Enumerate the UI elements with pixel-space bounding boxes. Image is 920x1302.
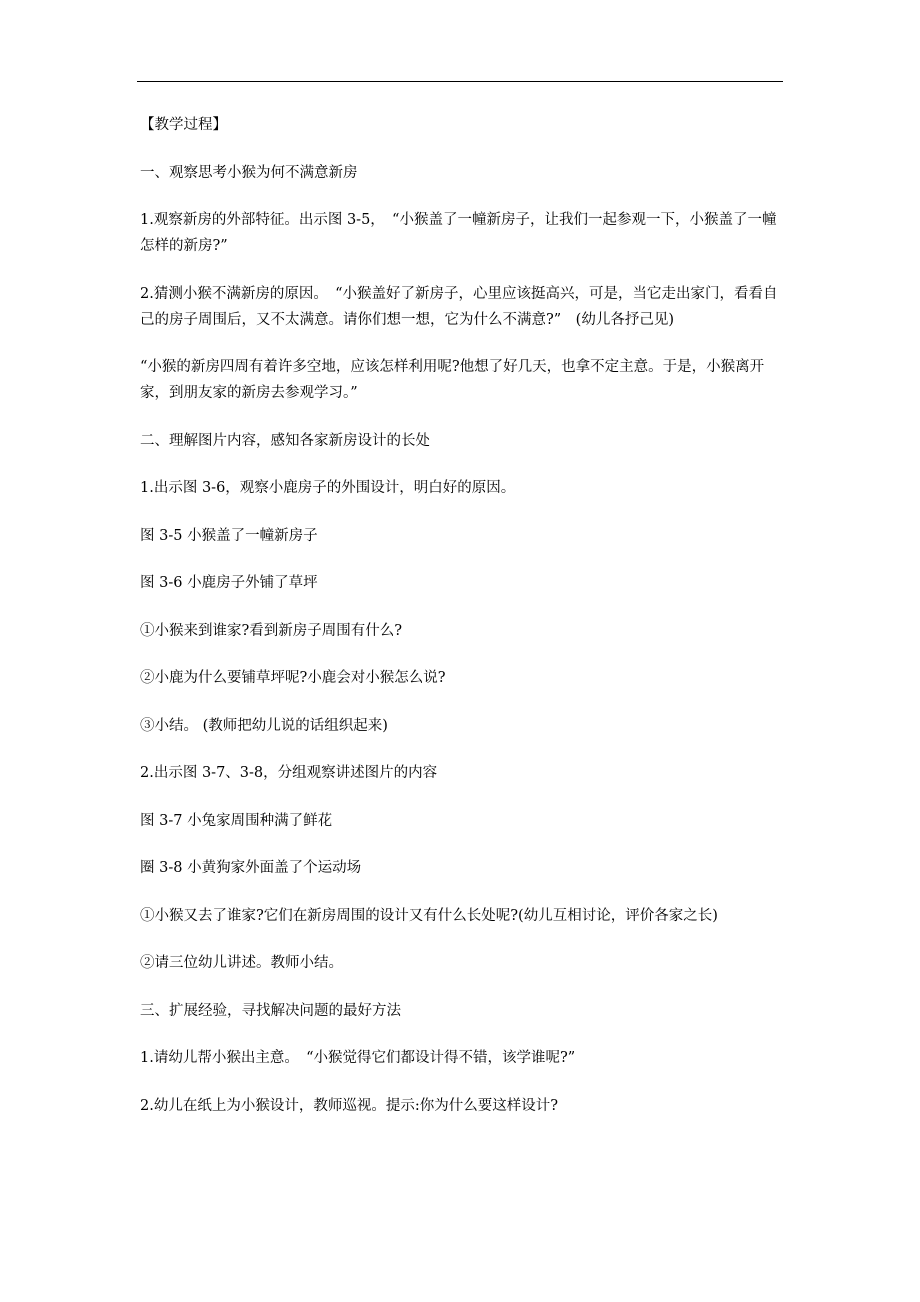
section-heading-3: 三、扩展经验，寻找解决问题的最好方法 [140, 1002, 401, 1019]
paragraph: 1.观察新房的外部特征。出示图 3-5， “小猴盖了一幢新房子，让我们一起参观一下，小猴盖了一幢怎样的新房?” [140, 212, 777, 254]
section-heading-2: 二、理解图片内容，感知各家新房设计的长处 [140, 432, 430, 449]
figure-caption: 图 3-6 小鹿房子外铺了草坪 [140, 575, 318, 591]
figure-caption: 图 3-5 小猴盖了一幢新房子 [140, 527, 318, 544]
paragraph: 2.猜测小猴不满新房的原因。 “小猴盖好了新房子，心里应该挺高兴，可是，当它走出家门，看看自己的房子周围后，又不太满意。请你们想一想，它为什么不满意?” (幼儿各抒己见) [140, 285, 778, 328]
figure-caption: 图 3-7 小兔家周围种满了鲜花 [140, 812, 333, 829]
list-item: ①小猴又去了谁家?它们在新房周围的设计又有什么长处呢?(幼儿互相讨论，评价各家之长) [140, 907, 718, 924]
list-item: ①小猴来到谁家?看到新房子周围有什么? [140, 622, 403, 639]
paragraph: 2.幼儿在纸上为小猴设计，教师巡视。提示:你为什么要这样设计? [140, 1097, 558, 1114]
section-heading-1: 一、观察思考小猴为何不满意新房 [140, 164, 358, 181]
section-heading-teaching-process: 【教学过程】 [140, 117, 227, 133]
list-item: ②请三位幼儿讲述。教师小结。 [140, 955, 343, 971]
list-item: ②小鹿为什么要铺草坪呢?小鹿会对小猴怎么说? [140, 670, 446, 686]
header-rule [137, 81, 783, 82]
paragraph: 2.出示图 3-7、3-8，分组观察讲述图片的内容 [140, 765, 438, 781]
document-body [140, 112, 790, 1140]
paragraph: 1.请幼儿帮小猴出主意。 “小猴觉得它们都设计得不错，该学谁呢?” [140, 1050, 576, 1066]
list-item: ③小结。 (教师把幼儿说的话组织起来) [140, 717, 388, 734]
paragraph: 1.出示图 3-6，观察小鹿房子的外围设计，明白好的原因。 [140, 480, 516, 496]
paragraph: “小猴的新房四周有着许多空地，应该怎样利用呢?他想了好几天，也拿不定主意。于是，小猴离开家，到朋友家的新房去参观学习。” [140, 359, 765, 401]
figure-caption: 圈 3-8 小黄狗家外面盖了个运动场 [140, 860, 362, 876]
